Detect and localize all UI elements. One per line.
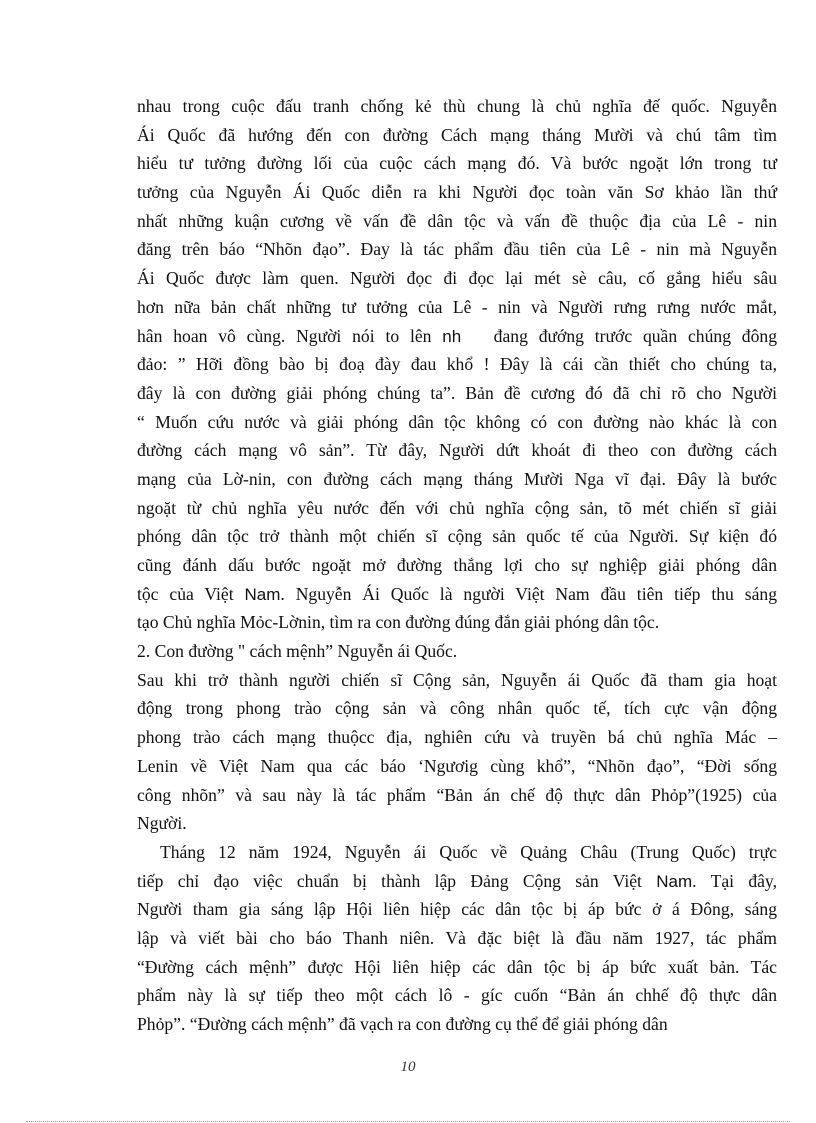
text-segment-sans: Nam <box>244 584 281 604</box>
text-line: phóng dân tộc trở thành một chiến sĩ cộng sản quốc tế của Người. Sự kiện đó <box>137 526 777 547</box>
page-number: 10 <box>400 1059 416 1075</box>
text-line: phẩm này là sự tiếp theo một cách lô - gíc cuốn “Bản án chhế độ thực dân <box>137 985 777 1006</box>
text-line: đây là con đường giải phóng chúng ta”. Bản đề cương đó đã chỉ rõ cho Người <box>137 382 777 403</box>
text-line: hiểu tư tưởng đường lối của cuộc cách mạng đó. Và bước ngoặt lớn trong tư <box>137 153 777 174</box>
text-line: Ái Quốc đã hướng đến con đường Cách mạng tháng Mười và chú tâm tìm <box>137 124 777 145</box>
text-line: Tháng 12 năm 1924, Nguyễn ái Quốc về Quảng Châu (Trung Quốc) trực <box>160 841 777 862</box>
text-line: tạo Chủ nghĩa Mỏc-Lờnin, tìm ra con đường đúng đắn giải phóng dân tộc. <box>137 612 660 633</box>
text-line: mạng của Lờ-nin, con đường cách mạng tháng Mười Nga vĩ đại. Đây là bước <box>137 468 777 489</box>
body-text <box>137 92 777 1039</box>
text-segment: . Tại đây, <box>692 870 777 891</box>
text-line <box>137 867 777 896</box>
text-line: Sau khi trở thành người chiến sĩ Cộng sản, Nguyễn ái Quốc đã tham gia hoạt <box>137 669 777 690</box>
text-line: Người. <box>137 813 187 834</box>
text-line: Người tham gia sáng lập Hội liên hiệp các dân tộc bị áp bức ở á Đông, sáng <box>137 899 777 920</box>
text-line: Lenin về Việt Nam qua các báo ‘Ngươig cùng khổ”, “Nhõn đạo”, “Đời sống <box>137 755 777 776</box>
text-line: đường cách mạng vô sản”. Từ đây, Người dứt khoát đi theo con đường cách <box>137 440 777 461</box>
text-line: công nhõn” và sau này là tác phẩm “Bản án chế độ thực dân Phỏp”(1925) của <box>137 784 777 805</box>
text-line: động trong phong trào cộng sản và công nhân quốc tế, tích cực vận động <box>137 698 777 719</box>
text-segment: tộc của Việt <box>137 583 245 604</box>
text-line: 2. Con đường " cách mệnh” Nguyễn ái Quốc. <box>137 641 458 662</box>
text-line: tưởng của Nguyễn Ái Quốc diễn ra khi Người đọc toàn văn Sơ khảo lần thứ <box>137 182 777 203</box>
text-line <box>137 580 777 609</box>
text-line: cũng đánh dấu bước ngoặt mở đường thắng lợi cho sự nghiệp giải phóng dân <box>137 555 777 575</box>
text-segment: tiếp chỉ đạo việc chuẩn bị thành lập Đảng Cộng sản Việt <box>137 870 657 891</box>
text-segment: . Nguyễn Ái Quốc là người Việt Nam đầu tiên tiếp thu sáng <box>280 583 777 604</box>
text-line: Phỏp”. “Đường cách mệnh” đã vạch ra con đường cụ thể để giải phóng dân <box>137 1014 668 1034</box>
footer-divider <box>26 1121 790 1122</box>
text-line: nhau trong cuộc đấu tranh chống kẻ thù chung là chủ nghĩa đế quốc. Nguyễn <box>137 96 777 116</box>
text-line: đảo: ” Hỡi đồng bào bị đoạ đày đau khổ ! Đây là cái cần thiết cho chúng ta, <box>137 354 777 375</box>
text-segment-sans: Nam <box>656 871 693 891</box>
text-line: Ái Quốc được làm quen. Người đọc đi đọc lại mét sè câu, cố gắng hiểu sâu <box>137 268 777 289</box>
text-line: phong trào cách mạng thuộcc địa, nghiên cứu và truyền bá chủ nghĩa Mác – <box>137 727 777 748</box>
text-line: ngoặt từ chủ nghĩa yêu nước đến với chủ nghĩa cộng sản, tõ mét chiến sĩ giải <box>137 497 777 518</box>
text-line: đăng trên báo “Nhõn đạo”. Đay là tác phẩm đầu tiên của Lê - nin mà Nguyễn <box>137 239 777 260</box>
text-line: “ Muốn cứu nước và giải phóng dân tộc không có con đường nào khác là con <box>137 411 777 432</box>
text-line: lập và viết bài cho báo Thanh niên. Và đặc biệt là đầu năm 1927, tác phẩm <box>137 927 777 948</box>
text-line: hơn nữa bản chất những tư tưởng của Lê - nin và Người rưng rưng nước mắt, <box>137 296 777 317</box>
text-line <box>137 322 777 351</box>
text-segment: đang đướng trước quần chúng đông <box>461 325 777 346</box>
text-line: “Đường cách mệnh” được Hội liên hiệp các dân tộc bị áp bức xuất bản. Tác <box>137 956 777 977</box>
text-segment-sans: nh <box>442 326 462 346</box>
text-segment: hân hoan vô cùng. Người nói to lên <box>137 325 443 346</box>
text-line: nhất những kuận cương về vấn đề dân tộc và vấn đề thuộc địa của Lê - nin <box>137 210 777 231</box>
